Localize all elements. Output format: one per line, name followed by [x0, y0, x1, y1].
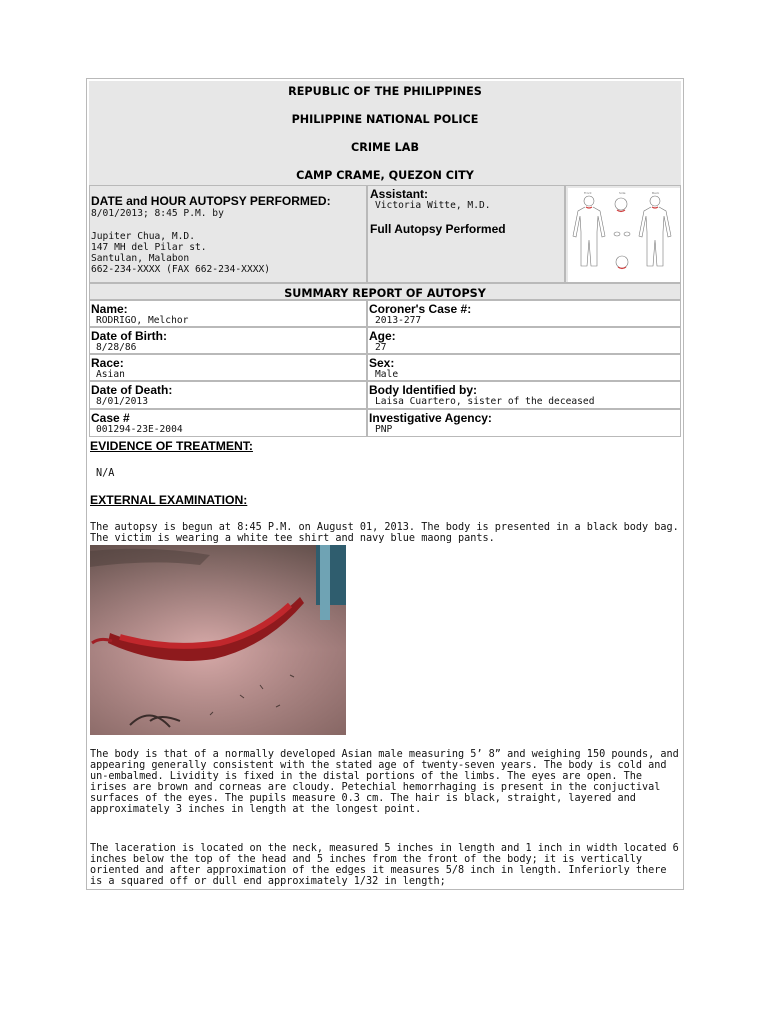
- back-figure: [639, 196, 671, 266]
- dob-cell: [89, 327, 367, 354]
- external-para-3: The laceration is located on the neck, measured 5 inches in length and 1 inch in width located 6 inches below the top of the head and 5 inches from the front of the body; it is vertically oriented and after approximation of the edges it measures 5/8 inch in length. Inferiorly there is a squared off or dull end approximately 1/32 in length;: [90, 843, 679, 887]
- age-label: Age:: [369, 329, 396, 343]
- external-para-1: The autopsy is begun at 8:45 P.M. on August 01, 2013. The body is presented in a black body bag. The victim is wearing a white tee shirt and navy blue maong pants.: [90, 522, 679, 544]
- laceration-photo-image: [90, 545, 346, 735]
- external-heading: EXTERNAL EXAMINATION:: [90, 493, 248, 507]
- assistant-name: Victoria Witte, M.D.: [375, 200, 491, 211]
- name-label: Name:: [91, 302, 128, 316]
- full-autopsy-note: Full Autopsy Performed: [370, 222, 506, 236]
- identified-cell: [367, 381, 681, 409]
- summary-title: SUMMARY REPORT OF AUTOPSY: [284, 287, 486, 300]
- header-republic: REPUBLIC OF THE PHILIPPINES: [288, 85, 482, 98]
- performed-address2: Santulan, Malabon: [91, 253, 190, 264]
- side-head: [614, 198, 630, 269]
- coroner-case-value: 2013-277: [375, 315, 422, 326]
- name-cell: [89, 300, 367, 327]
- dod-label: Date of Death:: [91, 383, 173, 397]
- performed-address1: 147 MH del Pilar st.: [91, 242, 207, 253]
- dod-cell: [89, 381, 367, 409]
- age-cell: [367, 327, 681, 354]
- dob-value: 8/28/86: [96, 342, 137, 353]
- agency-cell: [367, 409, 681, 437]
- diagram-labels: [584, 191, 660, 195]
- dod-value: 8/01/2013: [96, 396, 148, 407]
- evidence-value: N/A: [96, 468, 115, 479]
- evidence-heading: EVIDENCE OF TREATMENT:: [90, 439, 253, 453]
- body-diagram-cell: [565, 185, 681, 283]
- coroner-case-label: Coroner's Case #:: [369, 302, 472, 316]
- sex-label: Sex:: [369, 356, 395, 370]
- identified-value: Laisa Cuartero, sister of the deceased: [375, 396, 595, 407]
- header-location: CAMP CRAME, QUEZON CITY: [296, 169, 474, 182]
- race-label: Race:: [91, 356, 124, 370]
- assistant-cell: [367, 185, 565, 283]
- case-label: Case #: [91, 411, 130, 425]
- sex-value: Male: [375, 369, 399, 380]
- case-value: 001294-23E-2004: [96, 424, 183, 435]
- header-pnp: PHILIPPINE NATIONAL POLICE: [291, 113, 479, 126]
- identified-label: Body Identified by:: [369, 383, 477, 397]
- performed-cell: [89, 185, 367, 283]
- external-para-2: The body is that of a normally developed Asian male measuring 5’ 8” and weighing 150 pounds, and appearing generally consistent with the stated age of twenty-seven years. The body is cold and un-embalmed. Lividity is fixed in the distal portions of the limbs. The eyes are open. The irises are brown and corneas are cloudy. Petechial hemorrhaging is present in the conjuctival surfaces of the eyes. The pupils measure 0.3 cm. The hair is black, straight, layered and approximately 3 inches in length at the longest point.: [90, 749, 679, 815]
- agency-value: PNP: [375, 424, 393, 435]
- summary-title-bar: [89, 283, 681, 300]
- coroner-case-cell: [367, 300, 681, 327]
- dob-label: Date of Birth:: [91, 329, 167, 343]
- front-figure: [573, 196, 605, 266]
- race-value: Asian: [96, 369, 125, 380]
- performed-datetime: 8/01/2013; 8:45 P.M. by: [91, 208, 224, 219]
- laceration-photo: [90, 545, 346, 735]
- agency-label: Investigative Agency:: [369, 411, 492, 425]
- diagram-label-front: Front: [584, 191, 592, 195]
- performed-label: DATE and HOUR AUTOPSY PERFORMED:: [91, 194, 331, 208]
- age-value: 27: [375, 342, 387, 353]
- report-header: [89, 81, 681, 185]
- performed-doctor: Jupiter Chua, M.D.: [91, 231, 195, 242]
- performed-phone: 662-234-XXXX (FAX 662-234-XXXX): [91, 264, 271, 275]
- body-diagram: [568, 188, 680, 282]
- diagram-label-back: Back: [652, 191, 660, 195]
- autopsy-report-page: [86, 78, 684, 890]
- name-value: RODRIGO, Melchor: [96, 315, 189, 326]
- diagram-label-side: Side: [619, 191, 626, 195]
- header-crime-lab: CRIME LAB: [351, 141, 419, 154]
- sex-cell: [367, 354, 681, 381]
- race-cell: [89, 354, 367, 381]
- assistant-label: Assistant:: [370, 187, 429, 201]
- case-cell: [89, 409, 367, 437]
